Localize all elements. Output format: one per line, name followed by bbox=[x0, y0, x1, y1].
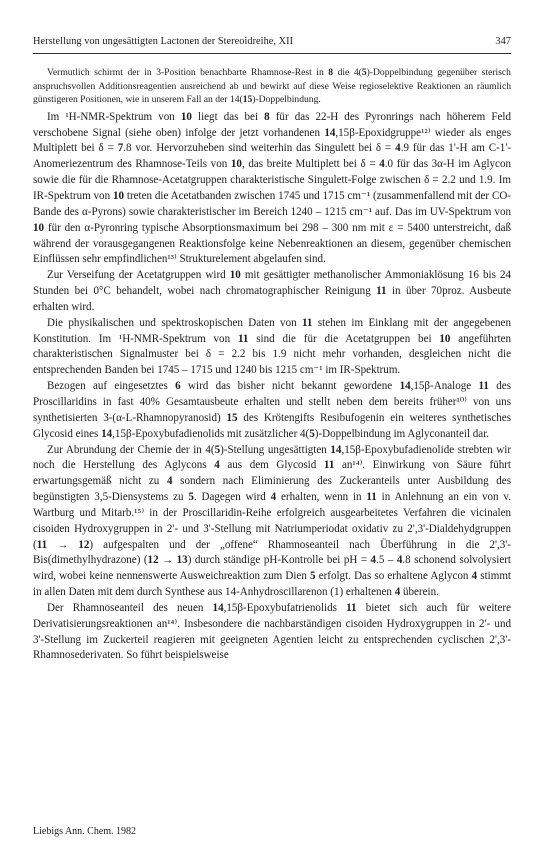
journal-footer: Liebigs Ann. Chem. 1982 bbox=[33, 826, 137, 837]
paragraph-nmr-ir-uv: Im ¹H-NMR-Spektrum von 10 liegt das bei 8 für das 22-H des Pyronrings nach höherem Feld verschobene Signal (siehe oben) infolge der jetzt vorhandenen 14,15β-Epoxidgruppe¹²⁾ wieder als enges Multiplett bei δ = 7.8 vor. Hervorzuheben sind weiterhin das Singulett bei δ = 4.9 für das 1'-H am C-1'-Anomeriezentrum des Rhamnose-Teils von 10, das breite Multiplett bei δ = 4.0 für das 3α-H im Aglycon sowie die für die Rhamnose-Acetatgruppen charakteristische Singulett-Folge zwischen δ = 2.2 und 1.9. Im IR-Spektrum von 10 treten die Acetatbanden zwischen 1745 und 1715 cm⁻¹ (zusammenfallend mit der CO-Bande des α-Pyrons) sowie charakteristischer im Bereich 1240 – 1215 cm⁻¹ auf. Das im UV-Spektrum von 10 für den α-Pyronring typische Absorptionsmaximum bei 298 – 300 nm mit ε = 5400 unterstreicht, daß während der vorausgegangenen Reaktionsfolge keine Nebenreaktionen an diesem, gegenüber chemischen Einflüssen sehr empfindlichen¹³⁾ Strukturelement abgelaufen sind. bbox=[33, 110, 512, 266]
paragraph-aglycon-synthesis: Zur Abrundung der Chemie der in 4(5)-Stellung ungesättigten 14,15β-Epoxybufadienolide strebten wir noch die Herstellung des Aglycons 4 aus dem Glycosid 11 an¹⁴⁾. Einwirkung von Säure führt erwartungsgemäß nicht zu 4 sondern nach Eliminierung des Zuckeranteils unter Ausbildung des begünstigten 3,5-Diensystems zu 5. Dagegen wird 4 erhalten, wenn in 11 in Anlehnung an ein von v. Wartburg und Mitarb.¹⁵⁾ in der Proscillaridin-Reihe erfolgreich ausgearbeitetes Verfahren die vicinalen cisoiden Hydroxygruppen in 2'- und 3'-Stellung mit Natriumperiodat oxidativ zu 2',3'-Dialdehydgruppen (11 → 12) aufgespalten und der „offene“ Rhamnoseanteil nach Überführung in die 2',3'-Bis(dimethylhydrazone) (12 → 13) durch ständige pH-Kontrolle bei pH = 4.5 – 4.8 schonend solvolysiert wird, wobei keine nennenswerte Ausweichreaktion zum Dien 5 erfolgt. Das so erhaltene Aglycon 4 stimmt in allen Daten mit dem durch Synthese aus 14-Anhydroscillarenon (1) erhaltenen 4 überein. bbox=[33, 443, 512, 599]
header-rule bbox=[33, 53, 511, 54]
page-number: 347 bbox=[495, 36, 511, 47]
running-header bbox=[33, 36, 511, 47]
paragraph-saponification: Zur Verseifung der Acetatgruppen wird 10 mit gesättigter methanolischer Ammoniaklösung 16 bis 24 Stunden bei 0°C behandelt, wobei nach chromatographischer Reinigung 11 in über 70proz. Ausbeute erhalten wird. bbox=[33, 269, 511, 313]
header-title: Herstellung von ungesättigten Lactonen der Stereoidreihe, XII bbox=[33, 36, 294, 47]
paragraph-total-yield: Bezogen auf eingesetztes 6 wird das bisher nicht bekannt gewordene 14,15β-Analoge 11 des Proscillaridins in fast 40% Gesamtausbeute erhalten und stellt neben dem bereits früher¹⁰⁾ von uns synthetisierten 3-(α-L-Rhamnopyranosid) 15 des Krötengifts Resibufogenin ein weiteres synthetisches Glycosid eines 14,15β-Epoxybufadienolids mit zusätzlicher 4(5)-Doppelbindung im Aglyconanteil dar. bbox=[33, 380, 512, 440]
paragraph-physical-data: Die physikalischen und spektroskopischen Daten von 11 stehen im Einklang mit der angegebenen Konstitution. Im ¹H-NMR-Spektrum von 11 sind die für die Acetatgruppen bei 10 angeführten charakteristischen Signalmuster bei δ = 2.2 bis 1.9 nicht mehr vorhanden, desgleichen nicht die entsprechenden Banden bei 1745 – 1715 und 1240 bis 1215 cm⁻¹ im IR-Spektrum. bbox=[33, 316, 512, 377]
small-print-block bbox=[33, 66, 511, 107]
main-text bbox=[33, 110, 511, 665]
body-text bbox=[33, 66, 511, 664]
small-paragraph: Vermutlich schirmt der in 3-Position benachbarte Rhamnose-Rest in 8 die 4(5)-Doppelbindung gegenüber sterisch anspruchsvollen Additionsreagentien ausreichend ab und bewirkt auf diese Weise regioselektive Reaktionen an räumlich günstigeren Positionen, wie in unserem Fall an der 14(15)-Doppelbindung. bbox=[33, 67, 511, 106]
paragraph-rhamnose-derivatization: Der Rhamnoseanteil des neuen 14,15β-Epoxybufatrienolids 11 bietet sich auch für weitere Derivatisierungsreaktionen an¹⁴⁾. Insbesondere die nachbarständigen cisoiden Hydroxygruppen in 2'- und 3'-Stellung im Zuckerteil reagieren mit geeigneten Agentien leicht zu entsprechenden cyclischen 2',3'-Rhamnosederivaten. So führt beispielsweise bbox=[33, 601, 511, 662]
